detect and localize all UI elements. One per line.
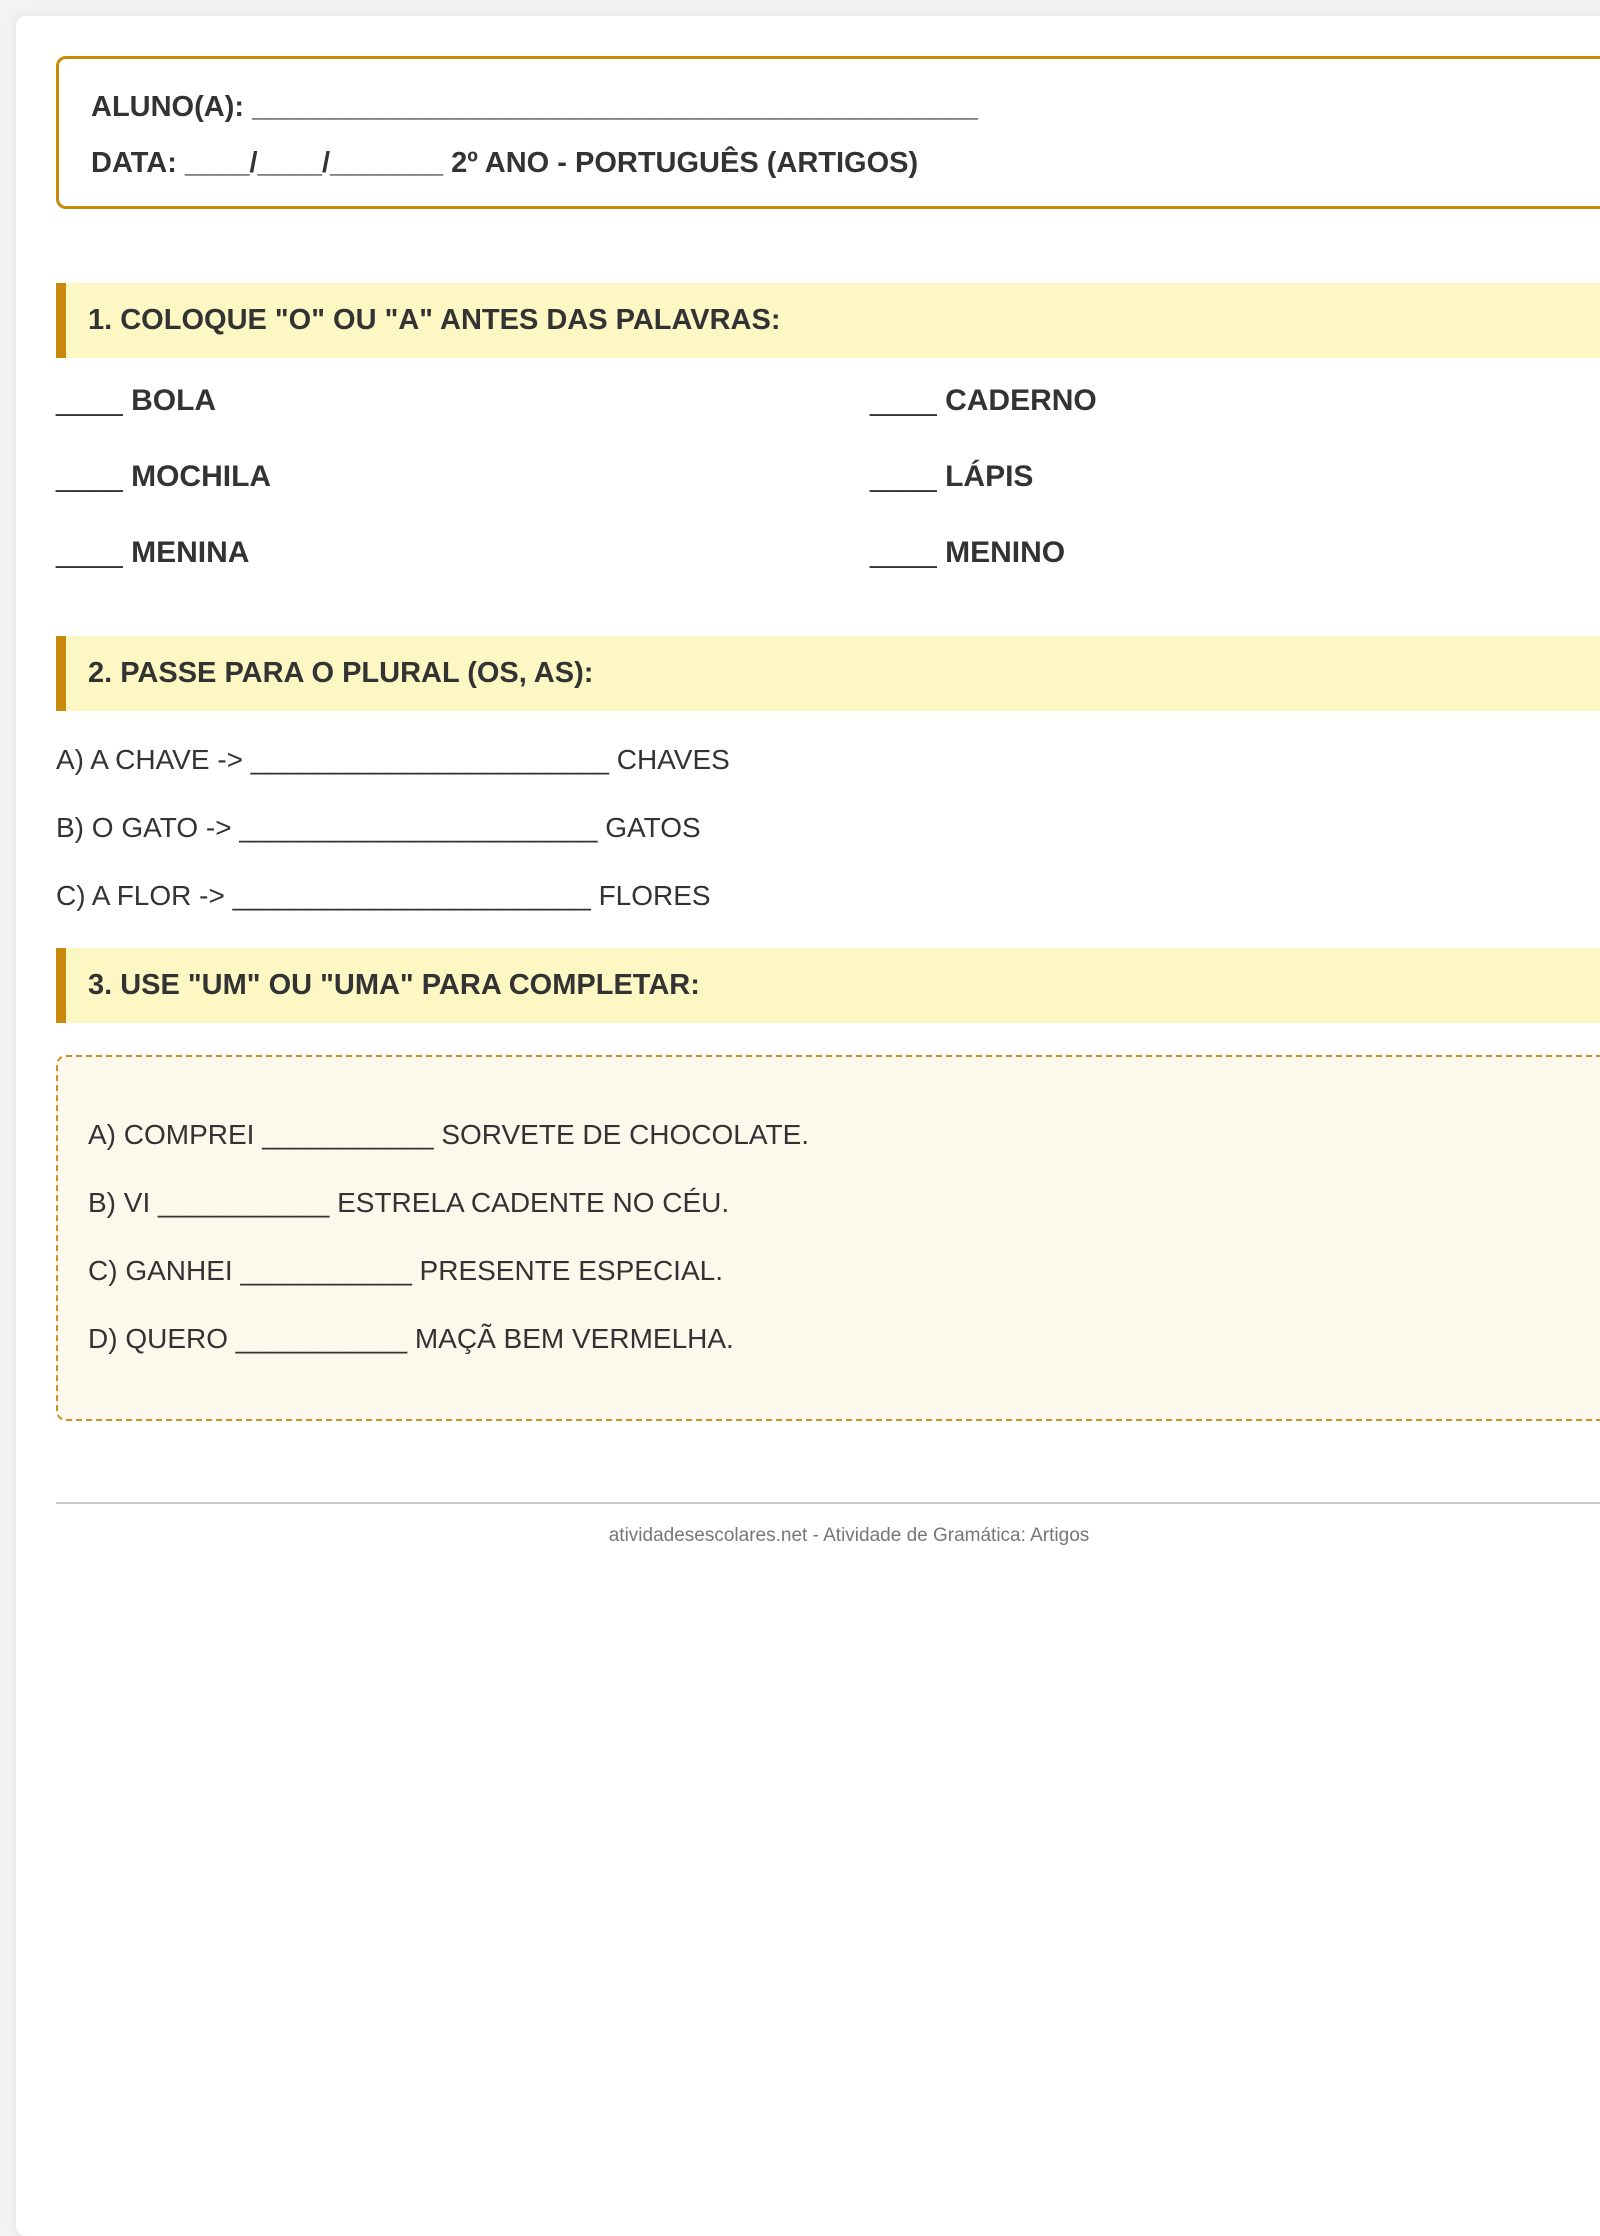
article-word: LÁPIS <box>945 460 1034 493</box>
article-blank[interactable]: ____ <box>870 384 937 417</box>
article-blank[interactable]: ____ <box>56 384 123 417</box>
section-1-heading: 1. COLOQUE "O" OU "A" ANTES DAS PALAVRAS: <box>56 283 1600 358</box>
fill-sentence <box>88 1189 729 1217</box>
fill-sentence <box>88 1121 809 1149</box>
plural-prompt: B) O GATO -> <box>56 812 232 843</box>
worksheet-page <box>16 16 1600 2236</box>
fill-blank[interactable]: ___________ <box>262 1119 434 1150</box>
fill-blank[interactable]: ___________ <box>158 1187 330 1218</box>
footer-divider <box>56 1502 1600 1504</box>
date-line <box>91 149 918 178</box>
article-item <box>870 538 1065 568</box>
article-item <box>870 386 1097 416</box>
footer-text: atividadesescolares.net - Atividade de Gramática: Artigos <box>608 1525 1090 1546</box>
article-word: MENINO <box>945 536 1066 569</box>
fill-sentence <box>88 1325 734 1353</box>
article-word: MOCHILA <box>131 460 272 493</box>
plural-item <box>56 882 711 910</box>
plural-prompt: A) A CHAVE -> <box>56 744 243 775</box>
article-blank[interactable]: ____ <box>870 460 937 493</box>
fill-in-box <box>56 1055 1600 1421</box>
fill-after: PRESENTE ESPECIAL. <box>419 1255 723 1286</box>
fill-after: MAÇÃ BEM VERMELHA. <box>414 1323 734 1354</box>
plural-item <box>56 814 701 842</box>
date-label: DATA: <box>91 147 177 179</box>
date-blank[interactable]: ____/____/_______ <box>184 147 444 179</box>
fill-before: C) GANHEI <box>88 1255 233 1286</box>
plural-word: FLORES <box>598 880 711 911</box>
plural-prompt: C) A FLOR -> <box>56 880 225 911</box>
article-blank[interactable]: ____ <box>56 460 123 493</box>
plural-word: CHAVES <box>616 744 730 775</box>
fill-blank[interactable]: ___________ <box>235 1323 408 1354</box>
fill-before: A) COMPREI <box>88 1119 255 1150</box>
article-blank[interactable]: ____ <box>870 536 937 569</box>
fill-sentence <box>88 1257 723 1285</box>
article-word: BOLA <box>131 384 217 417</box>
plural-blank[interactable]: _______________________ <box>250 744 609 775</box>
article-word: MENINA <box>131 536 250 569</box>
article-word: CADERNO <box>945 384 1097 417</box>
article-item <box>870 462 1033 492</box>
article-blank[interactable]: ____ <box>56 536 123 569</box>
fill-after: SORVETE DE CHOCOLATE. <box>441 1119 810 1150</box>
fill-before: D) QUERO <box>88 1323 228 1354</box>
article-item <box>56 462 271 492</box>
fill-blank[interactable]: ___________ <box>240 1255 412 1286</box>
article-item <box>56 386 216 416</box>
plural-word: GATOS <box>605 812 701 843</box>
section-2-heading: 2. PASSE PARA O PLURAL (OS, AS): <box>56 636 1600 711</box>
article-item <box>56 538 249 568</box>
fill-before: B) VI <box>88 1187 151 1218</box>
grade-subject: 2º ANO - PORTUGUÊS (ARTIGOS) <box>451 147 919 179</box>
student-name-label: ALUNO(A): <box>91 91 245 123</box>
plural-blank[interactable]: _______________________ <box>239 812 598 843</box>
student-info-box <box>56 56 1600 209</box>
plural-blank[interactable]: _______________________ <box>232 880 591 911</box>
section-3-heading: 3. USE "UM" OU "UMA" PARA COMPLETAR: <box>56 948 1600 1023</box>
student-name-blank[interactable]: _____________________________________________ <box>252 91 978 123</box>
student-name-line <box>91 93 978 122</box>
plural-item <box>56 746 730 774</box>
fill-after: ESTRELA CADENTE NO CÉU. <box>337 1187 730 1218</box>
